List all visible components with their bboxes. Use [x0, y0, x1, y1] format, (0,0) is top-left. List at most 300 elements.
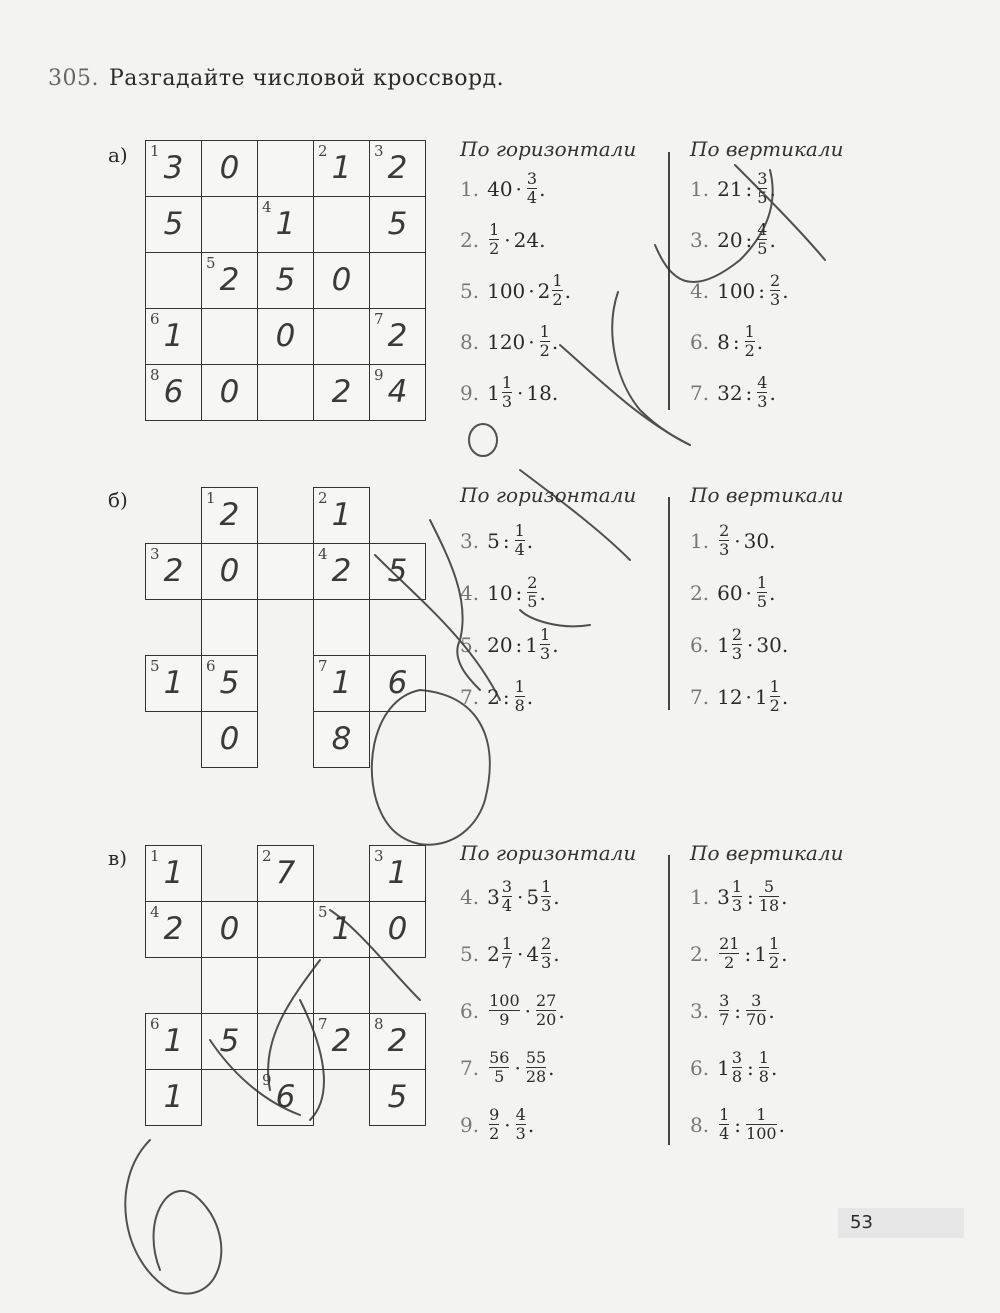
operator: · — [514, 1055, 521, 1080]
operator: · — [504, 227, 511, 252]
fraction-numerator: 55 — [525, 1048, 547, 1067]
whole-part: 3 — [487, 884, 500, 909]
crossword-cell[interactable] — [201, 543, 258, 600]
cell-digit: 2 — [219, 262, 240, 298]
exercise-number: 305. — [48, 66, 99, 91]
fraction — [515, 678, 525, 716]
crossword-cell[interactable] — [313, 364, 370, 421]
crossword-cell[interactable] — [201, 655, 258, 712]
operand: 21 — [717, 176, 743, 201]
clue-number: 1. — [690, 884, 710, 909]
fraction-numerator: 1 — [756, 1105, 767, 1124]
operator: · — [734, 528, 741, 553]
cell-digit: 1 — [331, 911, 352, 947]
operator: · — [528, 278, 535, 303]
fraction-numerator: 1 — [744, 322, 755, 341]
fraction-numerator: 21 — [719, 934, 740, 953]
operator: : — [745, 227, 753, 252]
fraction-denominator: 5 — [757, 239, 768, 259]
cell-digit: 5 — [219, 1023, 240, 1059]
crossword-cell[interactable] — [201, 957, 258, 1014]
crossword-cell[interactable] — [313, 487, 370, 544]
whole-part: 2 — [487, 941, 500, 966]
operand: 18 — [526, 380, 552, 405]
vertical-clue — [690, 323, 763, 361]
crossword-cell[interactable] — [369, 1069, 426, 1126]
fraction-numerator: 3 — [751, 991, 762, 1010]
crossword-cell[interactable] — [369, 140, 426, 197]
clue-period: . — [558, 998, 565, 1023]
crossword-cell[interactable] — [145, 543, 202, 600]
fraction-denominator: 5 — [527, 592, 538, 612]
cell-digit: 0 — [331, 262, 352, 298]
cell-number: 8 — [150, 366, 160, 384]
operator: · — [745, 580, 752, 605]
clue-number: 4. — [690, 278, 710, 303]
cell-digit: 5 — [387, 1079, 408, 1115]
cell-number: 2 — [318, 489, 328, 507]
cell-digit: 4 — [387, 374, 408, 410]
crossword-cell[interactable] — [145, 252, 202, 309]
fraction-numerator: 1 — [731, 877, 743, 896]
cell-number: 9 — [262, 1071, 272, 1089]
clue-number: 1. — [690, 528, 710, 553]
crossword-cell[interactable] — [145, 901, 202, 958]
vertical-clue — [690, 574, 775, 612]
clue-period: . — [552, 632, 559, 657]
clue-period: . — [769, 380, 776, 405]
whole-part: 4 — [526, 941, 540, 966]
operator: : — [747, 884, 754, 909]
operator: : — [745, 380, 753, 405]
clue-number: 6. — [460, 998, 480, 1023]
fraction-numerator: 9 — [489, 1105, 500, 1124]
crossword-cell[interactable] — [313, 901, 370, 958]
vertical-clue — [690, 1049, 777, 1087]
operator: · — [517, 941, 524, 966]
fraction — [759, 878, 779, 916]
fraction — [757, 170, 767, 208]
vertical-header: По вертикали — [690, 137, 844, 161]
crossword-cell[interactable] — [313, 957, 370, 1014]
horizontal-clue — [460, 221, 545, 259]
crossword-cell[interactable] — [257, 308, 314, 365]
cell-digit: 2 — [387, 318, 408, 354]
fraction — [745, 323, 755, 361]
fraction-denominator: 4 — [501, 896, 513, 916]
clue-number: 8. — [690, 1112, 710, 1137]
operator: : — [502, 528, 510, 553]
crossword-cell[interactable] — [145, 364, 202, 421]
clue-number: 2. — [690, 580, 710, 605]
cell-number: 7 — [374, 310, 384, 328]
crossword-cell[interactable] — [145, 196, 202, 253]
fraction-numerator: 3 — [501, 877, 513, 896]
cell-digit: 1 — [163, 855, 184, 891]
clue-period: . — [539, 176, 546, 201]
cell-number: 5 — [318, 903, 328, 921]
crossword-cell[interactable] — [369, 543, 426, 600]
clue-number: 6. — [690, 632, 710, 657]
cell-number: 4 — [318, 545, 328, 563]
crossword-cell[interactable] — [201, 487, 258, 544]
horizontal-clue — [460, 272, 571, 310]
clue-period: . — [553, 941, 560, 966]
fraction — [516, 1106, 526, 1144]
clue-number: 2. — [460, 227, 480, 252]
crossword-cell[interactable] — [257, 957, 314, 1014]
cell-number: 5 — [206, 254, 216, 272]
cell-digit: 0 — [219, 911, 240, 947]
crossword-cell[interactable] — [201, 711, 258, 768]
crossword-cell[interactable] — [313, 543, 370, 600]
fraction-denominator: 3 — [501, 392, 513, 412]
horizontal-clue — [460, 678, 533, 716]
clue-period: . — [539, 580, 546, 605]
crossword-cell[interactable] — [257, 845, 314, 902]
fraction-numerator: 3 — [757, 169, 768, 188]
fraction — [502, 374, 512, 412]
operator: · — [517, 884, 524, 909]
fraction-numerator: 1 — [489, 220, 500, 239]
cell-digit: 0 — [275, 318, 296, 354]
fraction-numerator: 56 — [489, 1048, 510, 1067]
clue-period: . — [781, 684, 789, 709]
operator: : — [758, 278, 766, 303]
fraction-numerator: 3 — [526, 169, 538, 188]
crossword-cell[interactable] — [313, 711, 370, 768]
crossword-cell[interactable] — [369, 655, 426, 712]
fraction-numerator: 5 — [763, 877, 775, 896]
fraction-numerator: 1 — [552, 271, 563, 290]
clue-number: 3. — [460, 528, 480, 553]
vertical-clue — [690, 374, 776, 412]
operator: · — [515, 176, 522, 201]
cell-digit: 1 — [163, 318, 184, 354]
operator: · — [745, 684, 752, 709]
clue-number: 3. — [690, 998, 710, 1023]
crossword-cell[interactable] — [257, 140, 314, 197]
crossword-cell[interactable] — [313, 655, 370, 712]
fraction-denominator: 3 — [731, 644, 743, 664]
clue-period: . — [526, 528, 534, 553]
fraction-denominator: 2 — [489, 239, 500, 259]
clue-number: 5. — [460, 278, 480, 303]
fraction — [489, 221, 499, 259]
fraction — [515, 522, 525, 560]
crossword-cell[interactable] — [257, 901, 314, 958]
crossword-cell[interactable] — [369, 308, 426, 365]
cell-digit: 1 — [387, 855, 408, 891]
fraction — [489, 992, 520, 1030]
cell-digit: 0 — [219, 553, 240, 589]
clue-number: 6. — [690, 329, 710, 354]
whole-part: 5 — [526, 884, 540, 909]
operand: 60 — [717, 580, 743, 605]
fraction — [770, 272, 780, 310]
fraction — [719, 992, 729, 1030]
clue-period: . — [769, 580, 776, 605]
fraction-numerator: 2 — [541, 934, 552, 953]
crossword-cell[interactable] — [201, 599, 258, 656]
crossword-cell[interactable] — [257, 252, 314, 309]
clue-number: 2. — [690, 941, 710, 966]
fraction-numerator: 1 — [501, 934, 513, 953]
operand: 12 — [717, 684, 743, 709]
cell-digit: 2 — [331, 553, 352, 589]
fraction — [527, 170, 537, 208]
cell-digit: 1 — [331, 665, 352, 701]
clue-number: 3. — [690, 227, 710, 252]
crossword-cell[interactable] — [313, 140, 370, 197]
operand: 100 — [487, 278, 526, 303]
crossword-cell[interactable] — [313, 308, 370, 365]
fraction — [719, 1106, 729, 1144]
fraction — [489, 1049, 509, 1087]
cell-digit: 2 — [163, 553, 184, 589]
fraction-denominator: 3 — [770, 290, 781, 310]
fraction — [719, 935, 739, 973]
crossword-cell[interactable] — [201, 901, 258, 958]
fraction — [540, 323, 550, 361]
clue-period: . — [769, 227, 776, 252]
crossword-cell[interactable] — [145, 845, 202, 902]
cell-digit: 0 — [219, 721, 240, 757]
clue-period: . — [781, 632, 789, 657]
fraction-numerator: 2 — [719, 521, 730, 540]
crossword-cell[interactable] — [313, 599, 370, 656]
fraction-denominator: 28 — [525, 1067, 547, 1087]
crossword-cell[interactable] — [369, 364, 426, 421]
horizontal-header: По горизонтали — [460, 137, 637, 161]
cell-number: 2 — [318, 142, 328, 160]
cell-digit: 0 — [219, 374, 240, 410]
crossword-cell[interactable] — [313, 1013, 370, 1070]
clue-number: 6. — [690, 1055, 710, 1080]
fraction-numerator: 1 — [768, 934, 780, 953]
operator: · — [504, 1112, 511, 1137]
clue-period: . — [769, 528, 776, 553]
horizontal-header: По горизонтали — [460, 483, 637, 507]
crossword-cell[interactable] — [257, 196, 314, 253]
crossword-cell[interactable] — [201, 252, 258, 309]
fraction-numerator: 2 — [731, 625, 743, 644]
fraction-denominator: 3 — [731, 896, 743, 916]
fraction-denominator: 100 — [746, 1124, 777, 1144]
horizontal-clue — [460, 992, 565, 1030]
clue-number: 4. — [460, 580, 480, 605]
operand: 24 — [513, 227, 540, 252]
fraction — [489, 1106, 499, 1144]
fraction — [541, 935, 551, 973]
clue-period: . — [526, 684, 534, 709]
crossword-cell[interactable] — [145, 1013, 202, 1070]
whole-part: 1 — [487, 380, 500, 405]
cell-digit: 1 — [163, 1079, 184, 1115]
clue-number: 7. — [460, 1055, 480, 1080]
fraction-denominator: 70 — [746, 1010, 767, 1030]
operand: 30 — [743, 528, 770, 553]
operator: : — [745, 176, 753, 201]
operand: 2 — [487, 684, 500, 709]
fraction-numerator: 1 — [514, 677, 525, 696]
fraction — [732, 1049, 742, 1087]
cell-digit: 6 — [275, 1079, 296, 1115]
crossword-cell[interactable] — [201, 140, 258, 197]
clue-period: . — [769, 176, 776, 201]
cell-digit: 0 — [219, 150, 240, 186]
operator: : — [515, 580, 523, 605]
fraction — [502, 935, 512, 973]
clue-period: . — [770, 1055, 778, 1080]
fraction-denominator: 8 — [514, 696, 525, 716]
exercise-text: Разгадайте числовой кроссворд. — [108, 66, 505, 91]
clue-period: . — [778, 1112, 785, 1137]
clue-period: . — [539, 227, 546, 252]
cell-number: 3 — [374, 142, 384, 160]
fraction — [757, 374, 767, 412]
cell-digit: 2 — [331, 374, 352, 410]
fraction-numerator: 2 — [527, 573, 538, 592]
vertical-header: По вертикали — [690, 841, 844, 865]
vertical-clue — [690, 1106, 785, 1144]
cell-digit: 1 — [163, 1023, 184, 1059]
cell-number: 6 — [150, 310, 160, 328]
fraction-denominator: 20 — [536, 1010, 557, 1030]
fraction — [770, 678, 780, 716]
fraction-numerator: 1 — [769, 677, 780, 696]
operator: · — [517, 380, 524, 405]
vertical-clue — [690, 878, 787, 916]
crossword-cell[interactable] — [369, 252, 426, 309]
horizontal-clue — [460, 1049, 555, 1087]
cell-number: 6 — [206, 657, 216, 675]
clue-period: . — [781, 884, 788, 909]
crossword-cell[interactable] — [145, 1069, 202, 1126]
cell-digit: 2 — [163, 911, 184, 947]
whole-part: 1 — [525, 632, 539, 657]
cell-digit: 5 — [275, 262, 296, 298]
fraction — [536, 992, 556, 1030]
fraction — [757, 221, 767, 259]
clue-number: 5. — [460, 632, 480, 657]
cell-number: 5 — [150, 657, 160, 675]
fraction-numerator: 1 — [719, 1105, 730, 1124]
crossword-cell[interactable] — [257, 364, 314, 421]
crossword-cell[interactable] — [313, 252, 370, 309]
crossword-cell[interactable] — [145, 655, 202, 712]
operator: : — [515, 632, 523, 657]
horizontal-clue — [460, 574, 546, 612]
fraction-numerator: 100 — [489, 991, 520, 1010]
crossword-cell[interactable] — [145, 308, 202, 365]
cell-digit: 8 — [331, 721, 352, 757]
part-label: а) — [108, 143, 128, 167]
cell-digit: 1 — [331, 497, 352, 533]
crossword-cell[interactable] — [369, 901, 426, 958]
horizontal-header: По горизонтали — [460, 841, 637, 865]
crossword-cell[interactable] — [369, 845, 426, 902]
fraction-denominator: 9 — [499, 1010, 510, 1030]
operator: : — [747, 1055, 754, 1080]
fraction-denominator: 4 — [514, 540, 525, 560]
operator: : — [734, 998, 742, 1023]
crossword-cell[interactable] — [145, 140, 202, 197]
crossword-cell[interactable] — [369, 1013, 426, 1070]
fraction-denominator: 2 — [724, 953, 735, 973]
cell-digit: 5 — [163, 206, 184, 242]
cell-number: 4 — [150, 903, 160, 921]
fraction-numerator: 3 — [719, 991, 730, 1010]
crossword-cell[interactable] — [257, 1069, 314, 1126]
horizontal-clue — [460, 522, 533, 560]
fraction — [502, 878, 512, 916]
cell-number: 3 — [374, 847, 384, 865]
crossword-cell[interactable] — [369, 196, 426, 253]
crossword-cell[interactable] — [313, 196, 370, 253]
fraction-numerator: 4 — [515, 1105, 526, 1124]
vertical-clue — [690, 992, 775, 1030]
fraction-denominator: 8 — [758, 1067, 769, 1087]
fraction-numerator: 1 — [501, 373, 513, 392]
operand: 20 — [487, 632, 513, 657]
whole-part: 1 — [754, 684, 768, 709]
fraction-numerator: 3 — [731, 1048, 743, 1067]
fraction-denominator: 4 — [526, 188, 538, 208]
clue-period: . — [782, 278, 789, 303]
fraction-denominator: 5 — [494, 1067, 505, 1087]
operand: 5 — [487, 528, 500, 553]
vertical-clue — [690, 170, 776, 208]
fraction-denominator: 2 — [552, 290, 563, 310]
crossword-cell[interactable] — [201, 308, 258, 365]
horizontal-clue — [460, 935, 560, 973]
fraction — [719, 522, 729, 560]
cell-number: 7 — [318, 1015, 328, 1033]
clue-number: 9. — [460, 380, 480, 405]
operator: · — [524, 998, 531, 1023]
horizontal-clue — [460, 170, 545, 208]
fraction-denominator: 3 — [757, 392, 768, 412]
clue-number: 7. — [690, 380, 710, 405]
fraction — [757, 574, 767, 612]
clue-period: . — [768, 998, 775, 1023]
fraction — [769, 935, 779, 973]
fraction-denominator: 3 — [719, 540, 730, 560]
cell-digit: 0 — [387, 911, 408, 947]
fraction-denominator: 2 — [489, 1124, 500, 1144]
cell-digit: 6 — [163, 374, 184, 410]
exercise-title — [48, 66, 504, 91]
fraction-numerator: 1 — [540, 625, 551, 644]
crossword-cell[interactable] — [201, 1013, 258, 1070]
horizontal-clue — [460, 878, 560, 916]
crossword-cell[interactable] — [257, 543, 314, 600]
cell-digit: 2 — [387, 1023, 408, 1059]
clue-period: . — [553, 884, 560, 909]
cell-digit: 1 — [163, 665, 184, 701]
crossword-cell[interactable] — [201, 364, 258, 421]
operand: 8 — [717, 329, 730, 354]
operand: 20 — [717, 227, 743, 252]
fraction-numerator: 4 — [757, 373, 768, 392]
cell-digit: 2 — [219, 497, 240, 533]
crossword-cell[interactable] — [201, 196, 258, 253]
operand: 30 — [756, 632, 782, 657]
fraction-numerator: 27 — [536, 991, 557, 1010]
whole-part: 1 — [754, 941, 767, 966]
fraction-denominator: 18 — [758, 896, 780, 916]
